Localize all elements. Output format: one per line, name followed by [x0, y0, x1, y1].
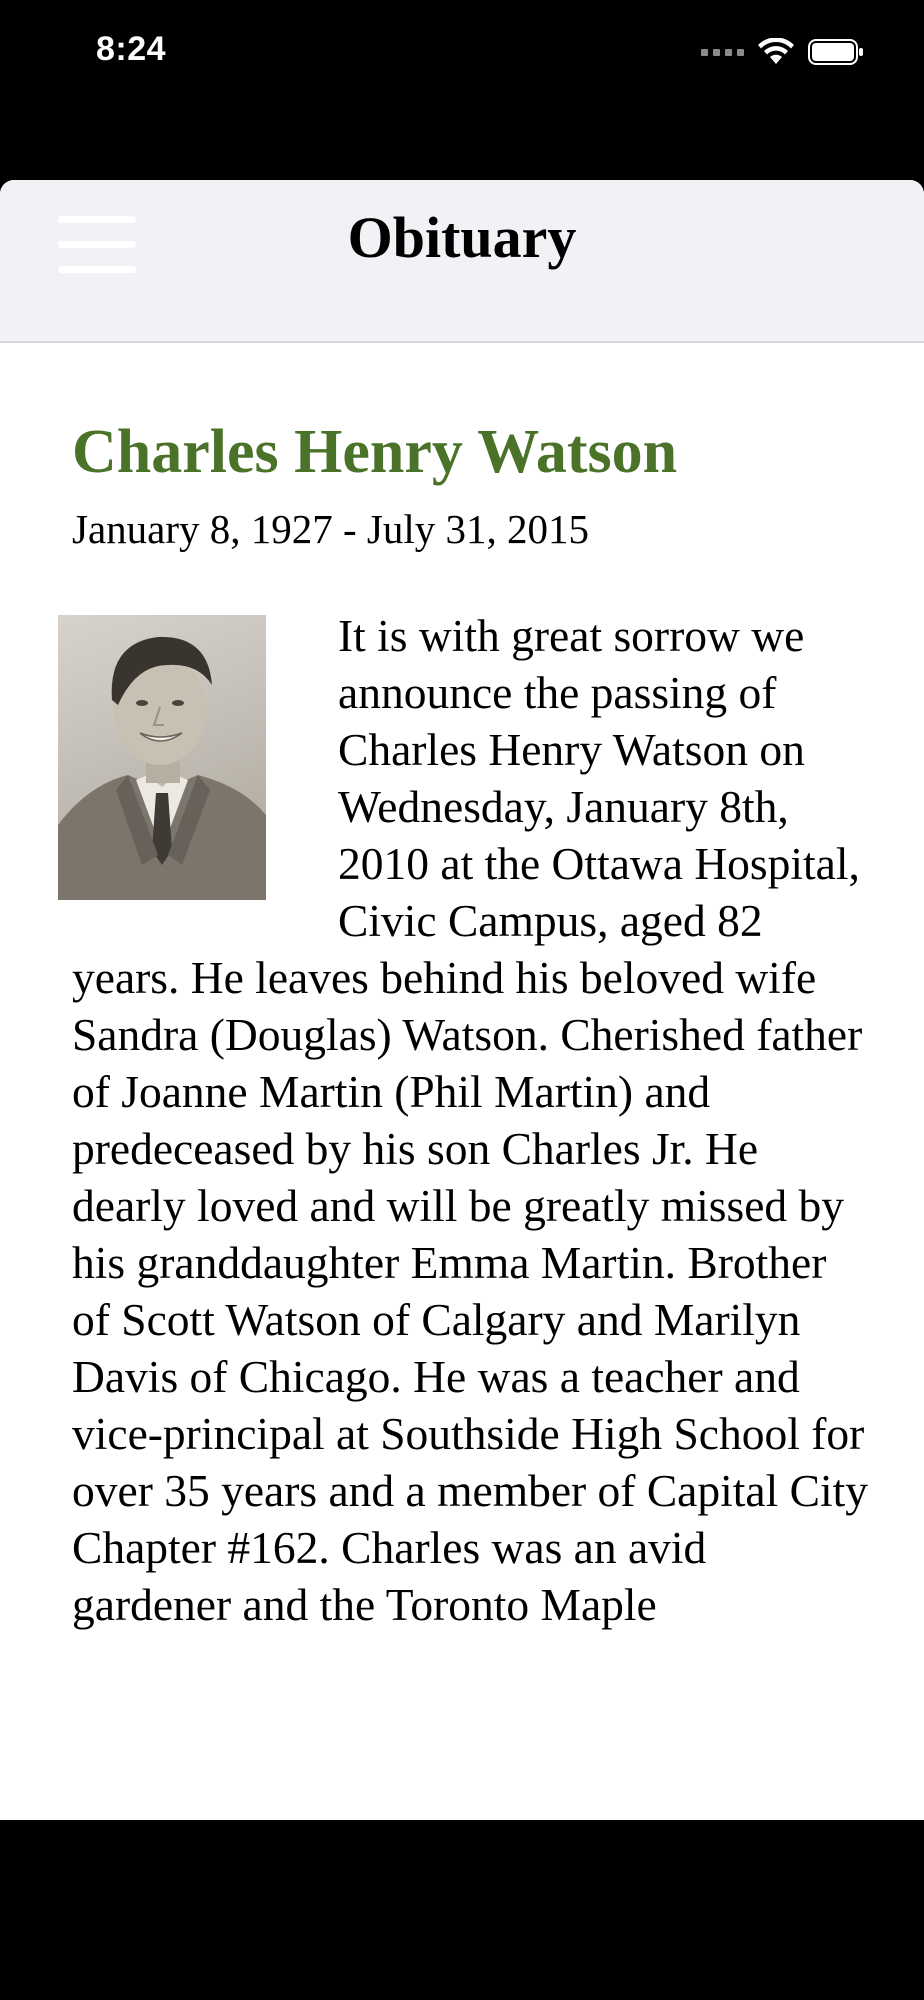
page-title: Obituary: [347, 205, 577, 270]
deceased-name: Charles Henry Watson: [72, 418, 678, 486]
status-bar: [0, 0, 924, 110]
obituary-content[interactable]: [0, 341, 924, 1820]
navigation-bar: [0, 180, 924, 343]
obituary-text: It is with great sorrow we announce the passing of Charles Henry Watson on Wednesday, January 8th, 2010 at the Ottawa Hospital, Civic Campus, aged 82 years. He leaves behind his beloved wife Sandra (Douglas) Watson. Cherished father of Joanne Martin (Phil Martin) and predeceased by his son Charles Jr. He dearly loved and will be greatly missed by his granddaughter Emma Martin. Brother of Scott Watson of Calgary and Marilyn Davis of Chicago. He was a teacher and vice-principal at Southside High School for over 35 years and a member of Capital City Chapter #162. Charles was an avid gardener and the Toronto Maple: [72, 610, 869, 1630]
obituary-body: [72, 607, 872, 1633]
status-time: 8:24: [96, 30, 167, 68]
life-dates: January 8, 1927 - July 31, 2015: [72, 506, 590, 552]
battery-icon: [808, 38, 864, 66]
obituary-sheet: [0, 180, 924, 1820]
signal-icon: [701, 49, 744, 56]
wifi-icon: [758, 38, 794, 66]
portrait-photo: [58, 615, 266, 900]
status-icons: [701, 36, 864, 68]
